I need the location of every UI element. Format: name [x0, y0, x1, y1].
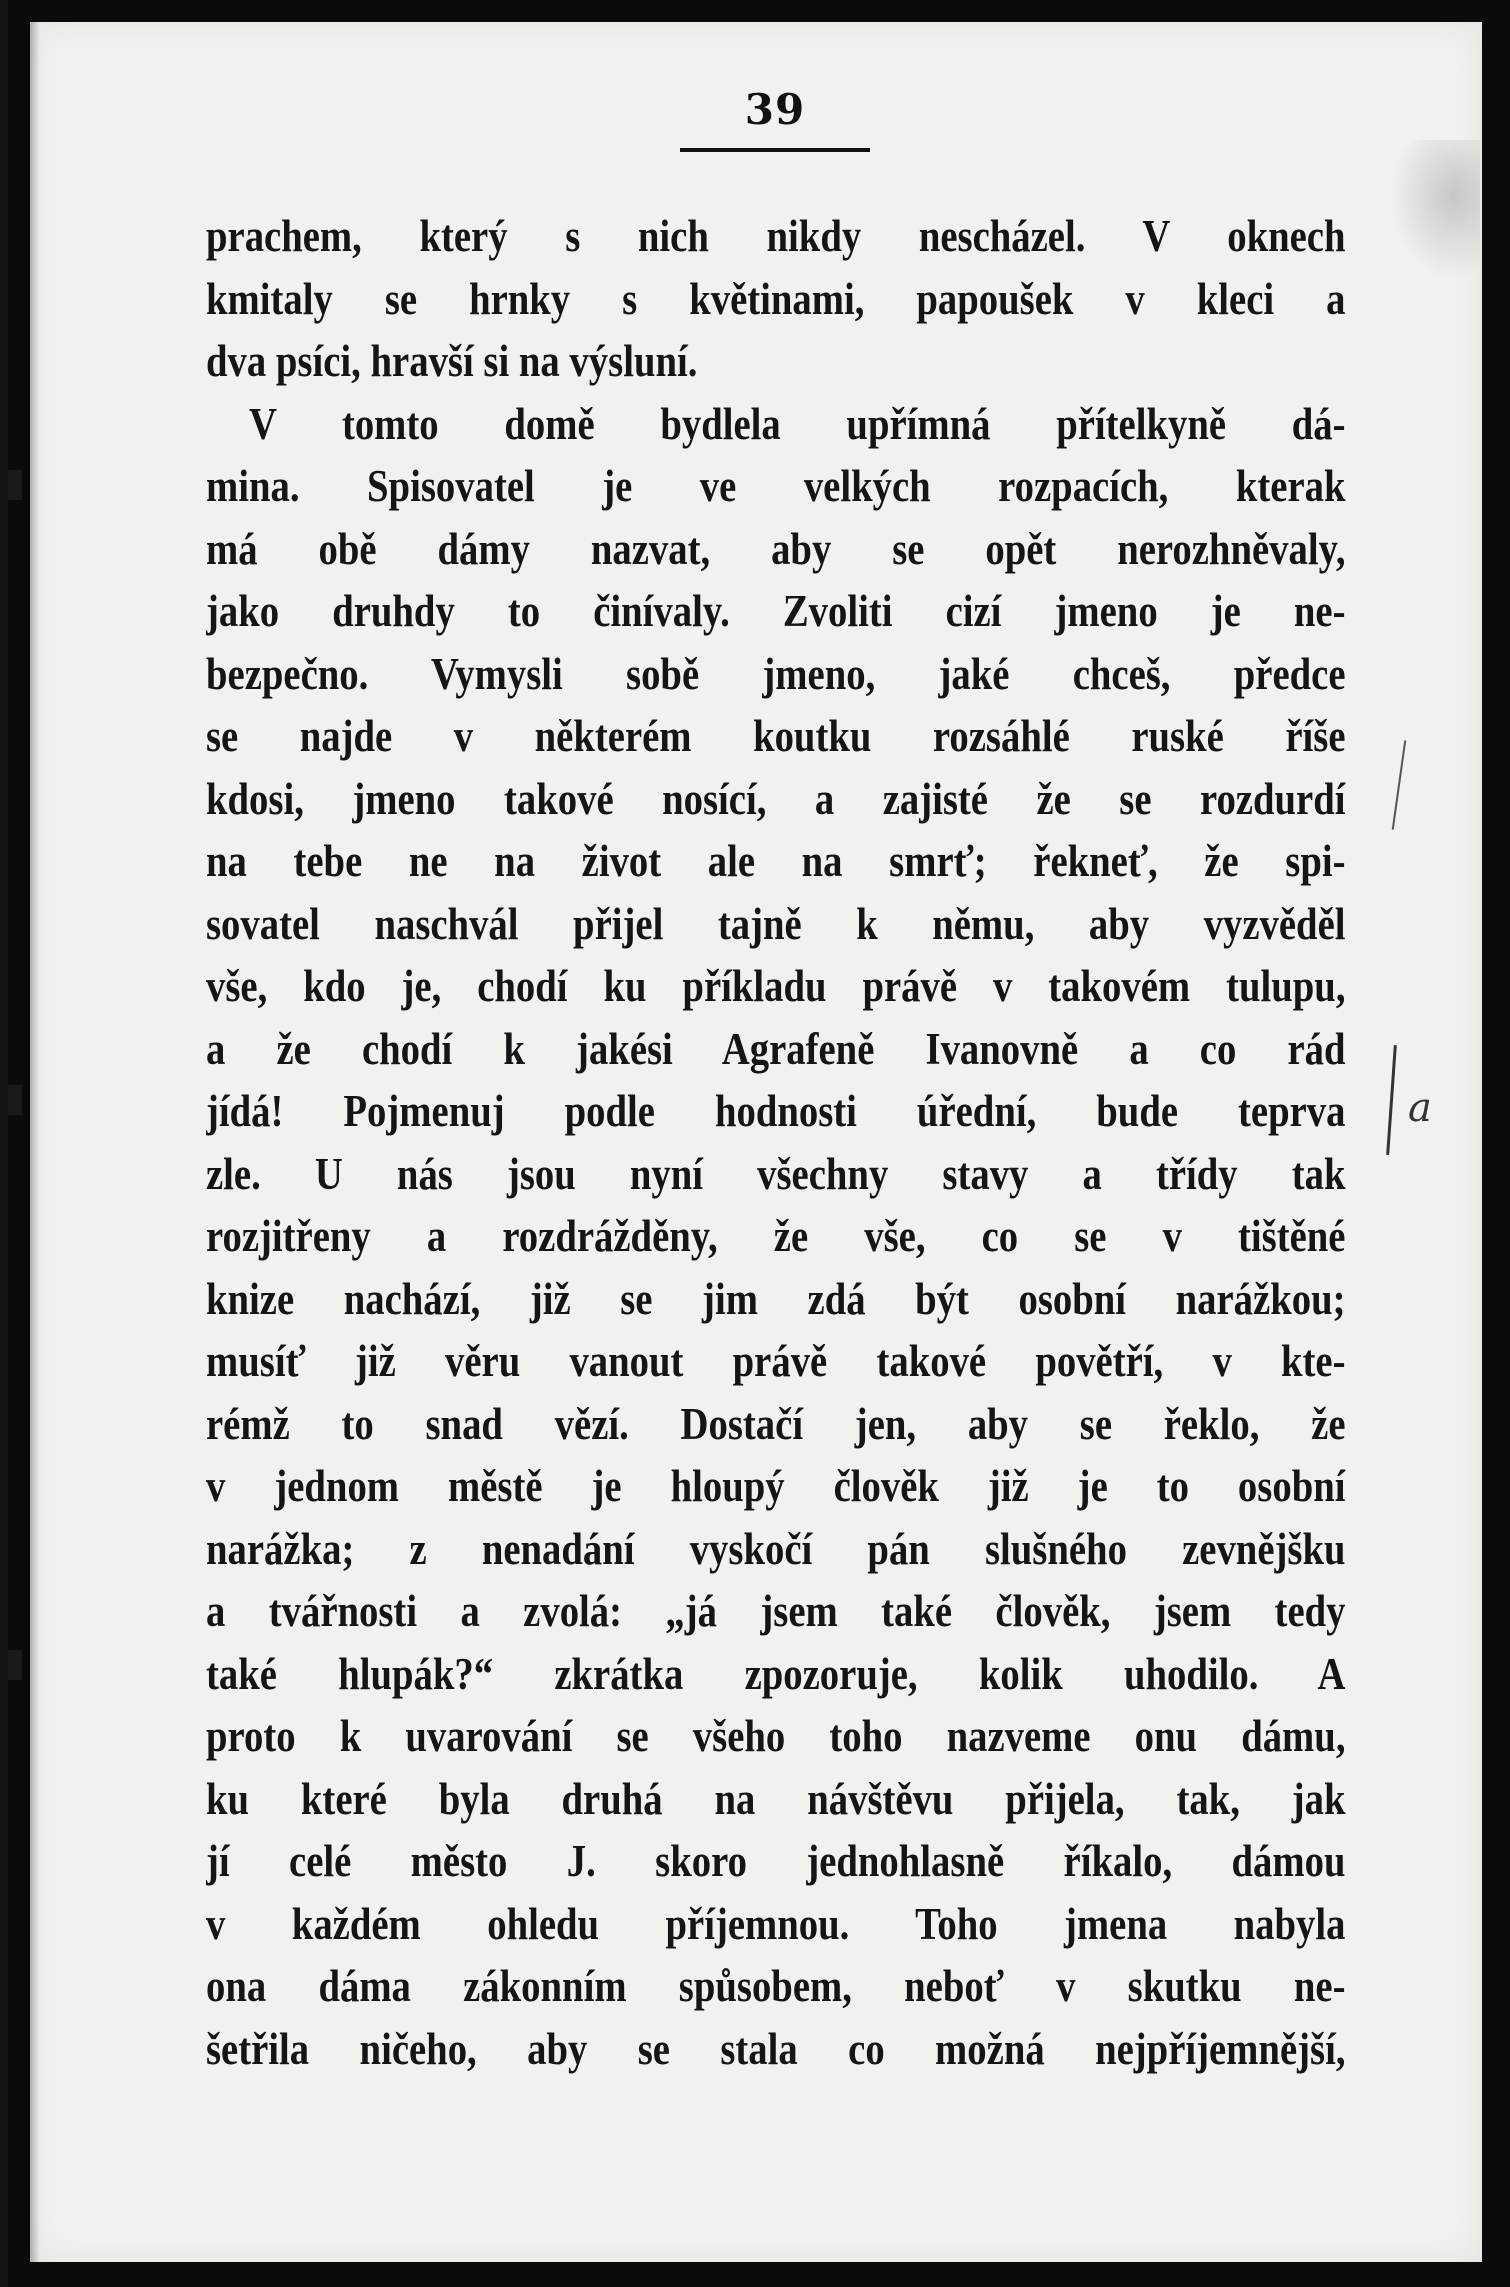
binding-edge [0, 0, 8, 2287]
text-line: kdosi, jmeno takové nosící, a zajisté že se rozdurdí [206, 773, 1346, 824]
text-line: jí celé město J. skoro jednohlasně říkalo, dámou [206, 1836, 1346, 1886]
text-line: V tomto domě bydlela upřímná přítelkyně dá- [249, 398, 1346, 449]
text-line: zle. U nás jsou nyní všechny stavy a třídy tak [206, 1148, 1346, 1199]
text-line: mina. Spisovatel je ve velkých rozpacích, kterak [206, 461, 1346, 511]
page-smudge [1390, 140, 1480, 280]
text-line: dva psíci, hravší si na výsluní. [206, 336, 698, 386]
text-line: jako druhdy to činívaly. Zvoliti cizí jmeno je ne- [206, 586, 1346, 636]
binding-mark [8, 470, 22, 500]
text-line: a tvářnosti a zvolá: „já jsem také člověk, jsem tedy [206, 1586, 1346, 1636]
binding-mark [8, 1085, 22, 1115]
text-line: rozjitřeny a rozdrážděny, že vše, co se v tištěné [206, 1211, 1346, 1261]
text-line: se najde v některém koutku rozsáhlé ruské říše [206, 711, 1346, 761]
text-line: knize nachází, již se jim zdá být osobní narážkou; [206, 1273, 1346, 1324]
text-line: ku které byla druhá na návštěvu přijela, tak, jak [206, 1773, 1346, 1824]
text-line: v každém ohledu příjemnou. Toho jmena nabyla [206, 1898, 1346, 1949]
text-line: v jednom městě je hloupý člověk již je to osobní [206, 1461, 1346, 1511]
text-line: ona dáma zákonním spůsobem, neboť v skutku ne- [206, 1961, 1346, 2011]
page-number: 39 [744, 85, 806, 134]
binding-mark [8, 1650, 22, 1680]
text-line: šetřila ničeho, aby se stala co možná nejpříjemnější, [206, 2023, 1346, 2074]
page-number-rule [680, 148, 870, 152]
body-text [206, 205, 1346, 2080]
text-line: kmitaly se hrnky s květinami, papoušek v kleci a [206, 273, 1346, 324]
text-line: bezpečno. Vymysli sobě jmeno, jaké chceš, předce [206, 648, 1346, 699]
text-line: musíť již věru vanout právě takové povětří, v kte- [206, 1336, 1346, 1386]
text-line: také hlupák?“ zkrátka zpozoruje, kolik uhodilo. A [206, 1648, 1346, 1699]
text-line: proto k uvarování se všeho toho nazveme onu dámu, [206, 1711, 1346, 1761]
text-line: narážka; z nenadání vyskočí pán slušného zevnějšku [206, 1523, 1346, 1574]
text-line: na tebe ne na život ale na smrť; řekneť, že spi- [206, 836, 1346, 886]
text-line: jídá! Pojmenuj podle hodnosti úřední, bude teprva [206, 1086, 1346, 1136]
margin-note: a [1408, 1085, 1432, 1131]
gutter-shadow [30, 22, 40, 2262]
text-line: sovatel naschvál přijel tajně k němu, aby vyzvěděl [206, 898, 1346, 949]
text-line: má obě dámy nazvat, aby se opět nerozhněvaly, [206, 523, 1346, 574]
text-line: vše, kdo je, chodí ku příkladu právě v takovém tulupu, [206, 961, 1346, 1011]
text-line: rémž to snad vězí. Dostačí jen, aby se řeklo, že [206, 1398, 1346, 1449]
text-line: a že chodí k jakési Agrafeně Ivanovně a co rád [206, 1023, 1346, 1074]
text-line: prachem, který s nich nikdy nescházel. V oknech [206, 211, 1346, 261]
